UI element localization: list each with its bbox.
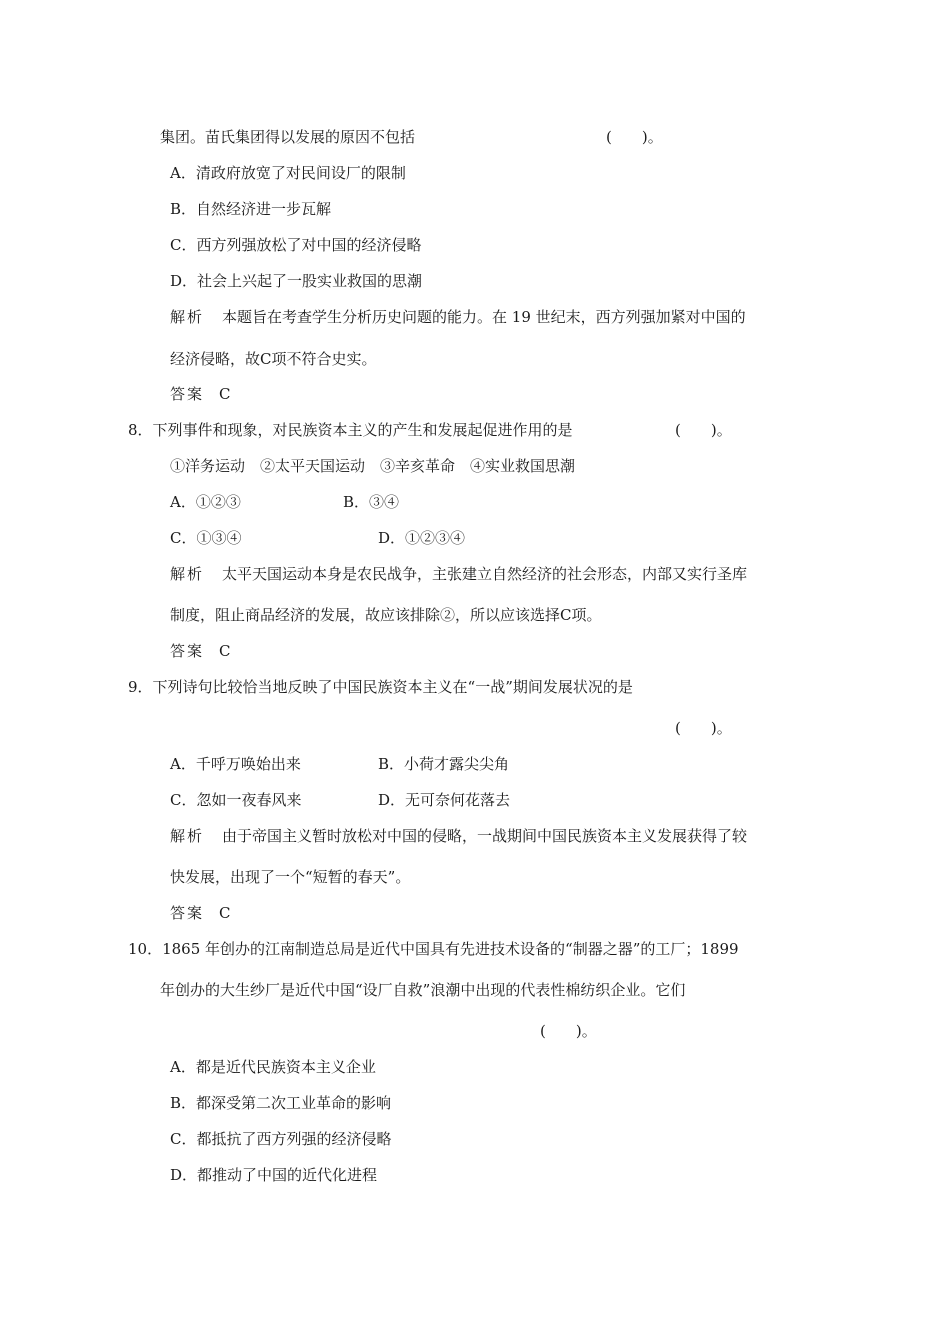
- option-d: D．社会上兴起了一股实业救国的思潮: [170, 272, 423, 290]
- answer-value: C: [219, 904, 231, 922]
- analysis-label: 解析: [170, 565, 205, 583]
- answer-label: 答案: [170, 904, 205, 922]
- question-8-items: ①洋务运动 ②太平天国运动 ③辛亥革命 ④实业救国思潮: [170, 457, 576, 475]
- analysis-label: 解析: [170, 308, 205, 326]
- answer-value: C: [219, 642, 231, 660]
- answer-blank: ( )。: [606, 128, 663, 146]
- answer-label: 答案: [170, 642, 205, 660]
- option-a: A．千呼万唤始出来: [170, 755, 301, 773]
- answer-blank: ( )。: [675, 719, 732, 737]
- option-a: A．①②③: [170, 493, 241, 511]
- answer-blank: ( )。: [675, 421, 732, 439]
- option-b: B．③④: [343, 493, 400, 511]
- option-b: B．自然经济进一步瓦解: [170, 200, 332, 218]
- question-9-stem: 9．下列诗句比较恰当地反映了中国民族资本主义在“一战”期间发展状况的是: [128, 678, 633, 696]
- option-d: D．①②③④: [378, 529, 466, 547]
- analysis-label: 解析: [170, 827, 205, 845]
- option-b: B．小荷才露尖尖角: [378, 755, 510, 773]
- option-b: B．都深受第二次工业革命的影响: [170, 1094, 392, 1112]
- option-d: D．都推动了中国的近代化进程: [170, 1166, 378, 1184]
- analysis-text: 太平天国运动本身是农民战争，主张建立自然经济的社会形态，内部又实行圣库: [222, 565, 748, 583]
- question-10-stem-cont: 年创办的大生纱厂是近代中国“设厂自救”浪潮中出现的代表性棉纺织企业。它们: [160, 981, 686, 999]
- analysis-text: 经济侵略，故C项不符合史实。: [170, 350, 377, 368]
- option-d: D．无可奈何花落去: [378, 791, 511, 809]
- option-c: C．忽如一夜春风来: [170, 791, 302, 809]
- option-c: C．西方列强放松了对中国的经济侵略: [170, 236, 422, 254]
- option-c: C．①③④: [170, 529, 242, 547]
- analysis-text: 由于帝国主义暂时放松对中国的侵略，一战期间中国民族资本主义发展获得了较: [222, 827, 748, 845]
- question-10-stem: 10．1865 年创办的江南制造总局是近代中国具有先进技术设备的“制器之器”的工厂；1899: [128, 940, 739, 958]
- question-stem-continuation: 集团。苗氏集团得以发展的原因不包括: [160, 128, 416, 146]
- analysis-text: 本题旨在考查学生分析历史问题的能力。在 19 世纪末，西方列强加紧对中国的: [222, 308, 746, 326]
- answer-value: C: [219, 385, 231, 403]
- option-c: C．都抵抗了西方列强的经济侵略: [170, 1130, 392, 1148]
- option-a: A．都是近代民族资本主义企业: [170, 1058, 376, 1076]
- option-a: A．清政府放宽了对民间设厂的限制: [170, 164, 406, 182]
- analysis-text: 快发展，出现了一个“短暂的春天”。: [170, 868, 411, 886]
- answer-label: 答案: [170, 385, 205, 403]
- analysis-text: 制度，阻止商品经济的发展，故应该排除②，所以应该选择C项。: [170, 606, 602, 624]
- question-8-stem: 8．下列事件和现象，对民族资本主义的产生和发展起促进作用的是: [128, 421, 573, 439]
- answer-blank: ( )。: [540, 1022, 597, 1040]
